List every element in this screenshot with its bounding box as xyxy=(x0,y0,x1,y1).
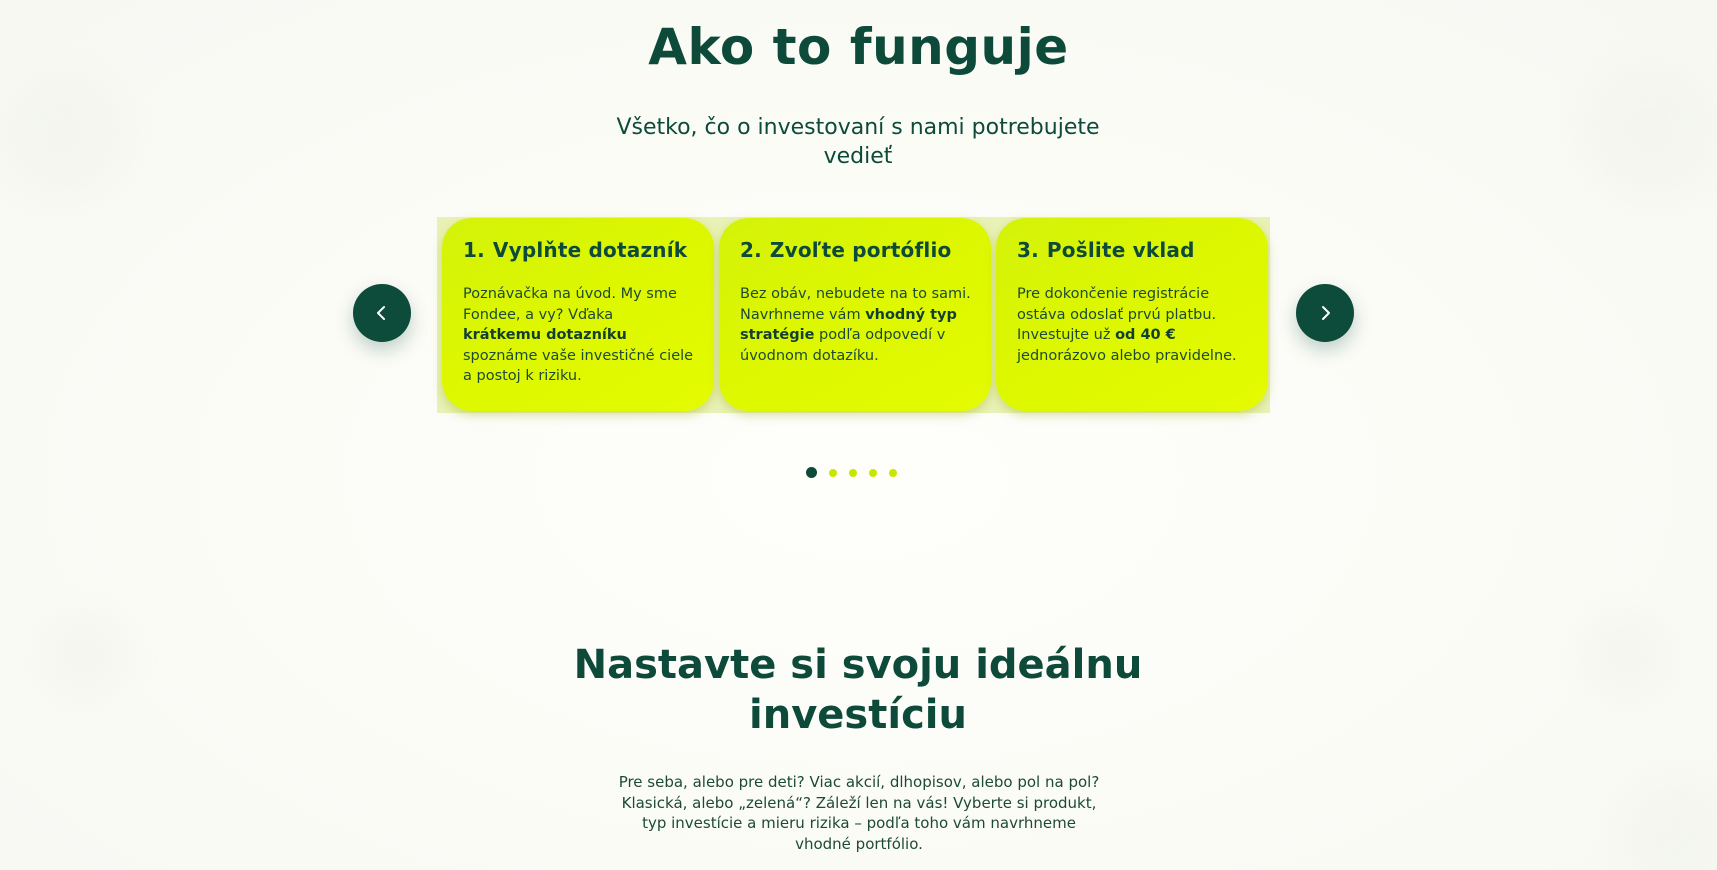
carousel-dot[interactable] xyxy=(849,469,857,477)
step-text: Poznávačka na úvod. My sme Fondee, a vy? Vďaka xyxy=(463,286,677,323)
carousel-dot[interactable] xyxy=(869,469,877,477)
bg-decoration xyxy=(1620,780,1717,870)
section2-paragraph: Pre seba, alebo pre deti? Viac akcií, dlhopisov, alebo pol na pol? Klasická, alebo „zelená“? Záleží len na vás! Vyberte si produkt, typ investície a mieru rizika – podľa toho vám navrhneme vhodné portfólio. xyxy=(618,773,1100,853)
chevron-right-icon xyxy=(1316,304,1334,322)
carousel-next-button[interactable] xyxy=(1296,284,1354,342)
step-text: spoznáme vaše investičné ciele a postoj k riziku. xyxy=(463,347,694,384)
step-number: 1. xyxy=(463,238,485,262)
carousel-prev-button[interactable] xyxy=(353,284,411,342)
section-title: Ako to funguje xyxy=(648,18,1069,76)
step-text: podľa odpovedí v úvodnom dotazíku. xyxy=(740,327,946,364)
carousel-dot[interactable] xyxy=(829,469,837,477)
step-text: Pre dokončenie registrácie ostáva odoslať prvú platbu. Investujte už xyxy=(1017,286,1217,343)
step-description xyxy=(463,284,694,387)
step-text-highlight: krátkemu dotazníku xyxy=(463,327,627,343)
carousel-dot[interactable] xyxy=(889,469,897,477)
carousel-pagination xyxy=(806,467,897,478)
step-card-title xyxy=(1017,238,1248,262)
bg-decoration xyxy=(1580,610,1670,700)
section2-title: Nastavte si svoju ideálnu investíciu xyxy=(573,642,1143,738)
step-title: Pošlite vklad xyxy=(1046,238,1195,262)
step-title: Vyplňte dotazník xyxy=(492,238,688,262)
step-number: 2. xyxy=(740,238,762,262)
bg-decoration xyxy=(40,610,130,700)
step-card-3 xyxy=(996,218,1268,411)
step-text-highlight: vhodný typ stratégie xyxy=(740,306,957,343)
step-text: Bez obáv, nebudete na to sami. Navrhneme vám xyxy=(740,286,971,323)
carousel-dot[interactable] xyxy=(806,467,817,478)
step-description xyxy=(740,284,971,366)
step-card-title xyxy=(740,238,971,262)
bg-decoration xyxy=(1580,60,1717,200)
step-card-2 xyxy=(719,218,991,411)
chevron-left-icon xyxy=(373,304,391,322)
step-card-1 xyxy=(442,218,714,411)
section-subtitle: Všetko, čo o investovaní s nami potrebujete vedieť xyxy=(616,115,1100,169)
step-number: 3. xyxy=(1017,238,1039,262)
bg-decoration xyxy=(0,70,130,200)
step-description xyxy=(1017,284,1248,366)
step-text-highlight: od 40 € xyxy=(1115,327,1176,343)
step-title: Zvoľte portóflio xyxy=(769,238,952,262)
step-text: jednorázovo alebo pravidelne. xyxy=(1017,347,1237,364)
step-card-title xyxy=(463,238,694,262)
